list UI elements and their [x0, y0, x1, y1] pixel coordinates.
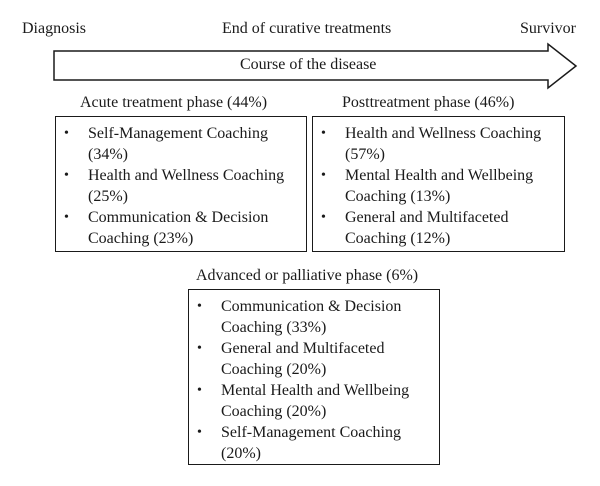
acute-phase-box — [55, 116, 307, 252]
palliative-phase-title: Advanced or palliative phase (6%) — [196, 267, 419, 284]
palliative-phase-list — [189, 296, 433, 464]
post-phase-box — [312, 116, 565, 252]
list-item: • General and Multifaceted Coaching (20%) — [189, 338, 433, 380]
list-item: • Mental Health and Wellbeing Coaching (13%) — [313, 165, 558, 207]
palliative-phase-box — [188, 289, 440, 465]
timeline-start-label: Diagnosis — [22, 20, 86, 37]
timeline-end-label: Survivor — [520, 20, 576, 37]
list-item: • Self-Management Coaching (34%) — [56, 123, 300, 165]
list-item: • Health and Wellness Coaching (57%) — [313, 123, 558, 165]
acute-phase-title: Acute treatment phase (44%) — [80, 94, 268, 111]
list-item: • General and Multifaceted Coaching (12%) — [313, 207, 558, 249]
list-item: • Communication & Decision Coaching (23%) — [56, 207, 300, 249]
list-item: • Mental Health and Wellbeing Coaching (20%) — [189, 380, 433, 422]
course-arrow-label: Course of the disease — [240, 56, 377, 73]
acute-phase-list — [56, 123, 300, 249]
list-item: • Health and Wellness Coaching (25%) — [56, 165, 300, 207]
post-phase-title: Posttreatment phase (46%) — [342, 94, 515, 111]
list-item: • Communication & Decision Coaching (33%) — [189, 296, 433, 338]
list-item: • Self-Management Coaching (20%) — [189, 422, 433, 464]
timeline-middle-label: End of curative treatments — [222, 20, 392, 37]
post-phase-list — [313, 123, 558, 249]
course-arrow — [0, 0, 600, 100]
